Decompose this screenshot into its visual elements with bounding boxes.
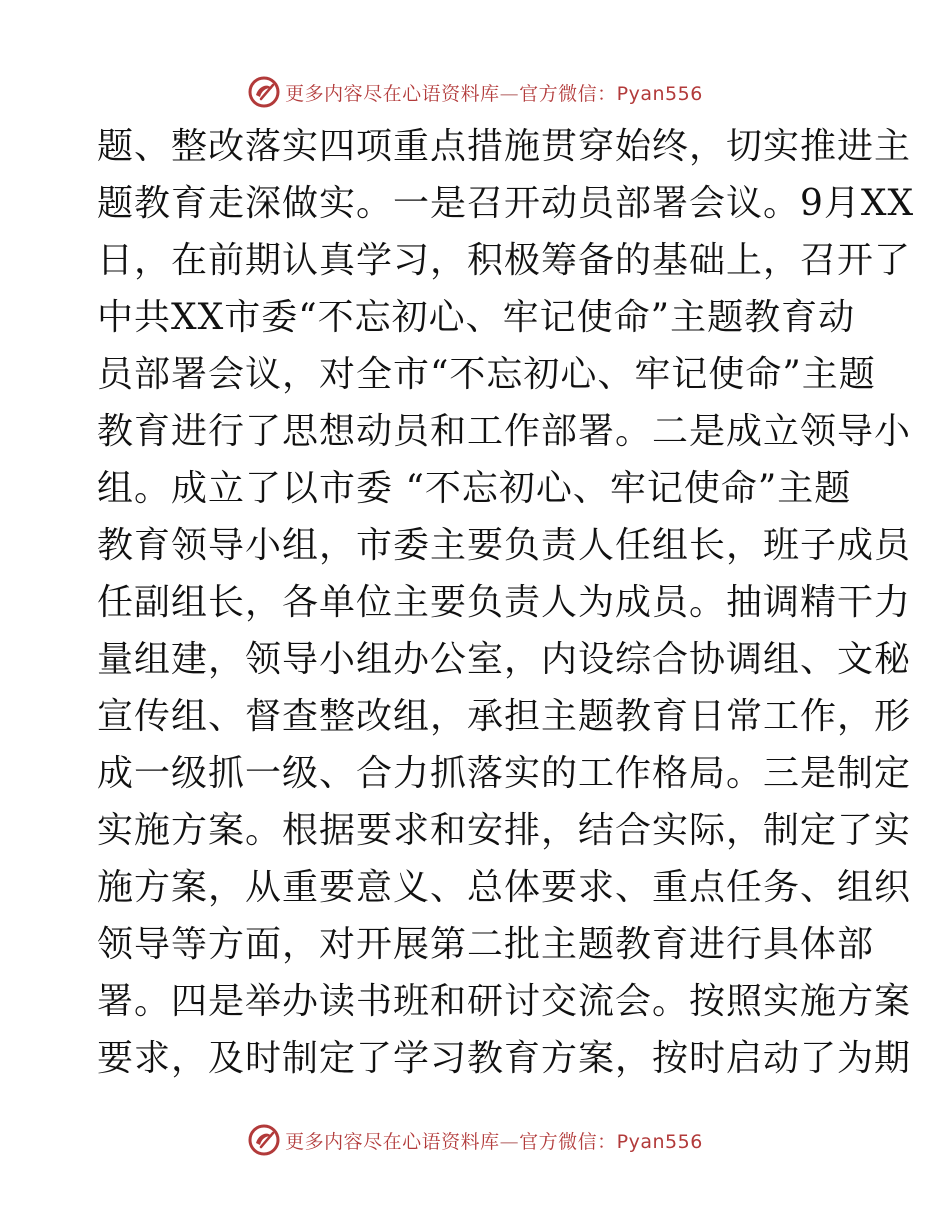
body-line: 员部署会议，对全市“不忘初心、牢记使命”主题 xyxy=(97,354,876,395)
header-banner xyxy=(0,72,950,112)
body-line: 量组建，领导小组办公室，内设综合协调组、文秘 xyxy=(97,639,912,680)
body-line: 题、整改落实四项重点措施贯穿始终，切实推进主 xyxy=(97,126,912,167)
body-line: 组。成立了以市委 “不忘初心、牢记使命”主题 xyxy=(97,468,852,509)
body-line: 题教育走深做实。一是召开动员部署会议。9月XX xyxy=(97,183,915,224)
header-banner-text xyxy=(285,79,703,106)
header-banner-title: 更多内容尽在心语资料库 xyxy=(285,82,500,105)
body-line: 教育进行了思想动员和工作部署。二是成立领导小 xyxy=(97,411,912,452)
document-body xyxy=(97,118,915,1087)
red-swirl-logo-icon xyxy=(247,75,281,109)
body-line: 任副组长，各单位主要负责人为成员。抽调精干力 xyxy=(97,582,912,623)
header-banner-dash: — xyxy=(499,82,520,105)
body-line: 领导等方面，对开展第二批主题教育进行具体部 xyxy=(97,924,875,965)
body-line: 施方案，从重要意义、总体要求、重点任务、组织 xyxy=(97,867,912,908)
body-line: 中共XX市委“不忘初心、牢记使命”主题教育动 xyxy=(97,297,856,338)
red-swirl-logo-icon xyxy=(247,1123,281,1157)
body-line: 教育领导小组，市委主要负责人任组长，班子成员 xyxy=(97,525,912,566)
footer-banner-wechat: 官方微信：Pyan556 xyxy=(519,1130,703,1153)
body-line: 实施方案。根据要求和安排，结合实际，制定了实 xyxy=(97,810,912,851)
body-line: 日，在前期认真学习，积极筹备的基础上，召开了 xyxy=(97,240,912,281)
body-line: 署。四是举办读书班和研讨交流会。按照实施方案 xyxy=(97,981,912,1022)
body-line: 宣传组、督查整改组，承担主题教育日常工作，形 xyxy=(97,696,912,737)
footer-banner-title: 更多内容尽在心语资料库 xyxy=(285,1130,500,1153)
footer-banner xyxy=(0,1120,950,1160)
header-banner-wechat: 官方微信：Pyan556 xyxy=(519,82,703,105)
footer-banner-text xyxy=(285,1127,703,1154)
body-line: 成一级抓一级、合力抓落实的工作格局。三是制定 xyxy=(97,753,912,794)
body-line: 要求，及时制定了学习教育方案，按时启动了为期 xyxy=(97,1038,912,1079)
footer-banner-dash: — xyxy=(499,1130,520,1153)
